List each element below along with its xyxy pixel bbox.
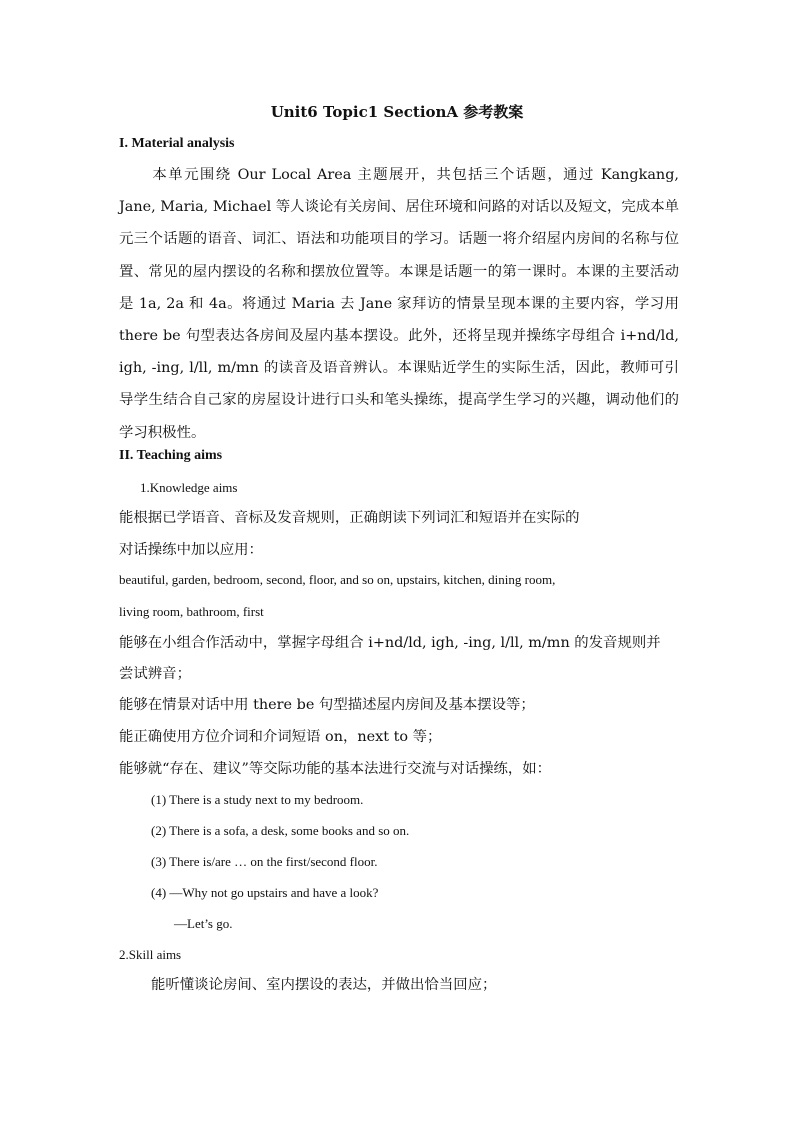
example-sentence-1: (1) There is a study next to my bedroom. — [151, 792, 364, 807]
material-analysis-text: 本单元围绕 Our Local Area 主题展开，共包括三个话题，通过 Kangkang, Jane, Maria, Michael 等人谈论有关房间、居住环境和问路的对话以及短文，完成本单元三个话题的语音、词汇、语法和功能项目的学习。话题一将介绍屋内房间的名称与位置、常见的屋内摆设的名称和摆放位置等。本课是话题一的第一课时。本课的主要活动是 1a, 2a 和 4a。将通过 Maria 去 Jane 家拜访的情景呈现本课的主要内容，学习用 there be 句型表达各房间及屋内基本摆设。此外，还将呈现并操练字母组合 i+nd/ld, igh, -ing, l/ll, m/mn 的读音及语音辨认。本课贴近学生的实际生活，因此，教师可引导学生结合自己家的房屋设计进行口头和笔头操练，提高学生学习的兴趣，调动他们的学习积极性。 — [119, 167, 679, 441]
example-sentence-3: (3) There is/are … on the first/second floor. — [151, 854, 378, 869]
example-sentence-2: (2) There is a sofa, a desk, some books and so on. — [151, 823, 410, 838]
document-title: Unit6 Topic1 SectionA 参考教案 — [270, 103, 524, 121]
section-heading-material-analysis: I. Material analysis — [119, 136, 235, 151]
example-reply: —Let’s go. — [174, 916, 233, 931]
knowledge-aims-line-2: 对话操练中加以应用： — [119, 542, 263, 558]
there-be-line: 能够在情景对话中用 there be 句型描述屋内房间及基本摆设等； — [119, 697, 535, 713]
subheading-skill-aims: 2.Skill aims — [119, 947, 182, 962]
pronunciation-line-2: 尝试辨音； — [119, 666, 191, 682]
knowledge-aims-line-1: 能根据已学语音、音标及发音规则，正确朗读下列词汇和短语并在实际的 — [119, 510, 580, 526]
section-heading-teaching-aims: II. Teaching aims — [119, 448, 223, 463]
material-analysis-paragraph — [119, 159, 679, 449]
prepositions-line: 能正确使用方位介词和介词短语 on，next to 等； — [119, 729, 442, 745]
skill-aims-line-1: 能听懂谈论房间、室内摆设的表达，并做出恰当回应； — [151, 977, 497, 993]
functions-line: 能够就“存在、建议”等交际功能的基本法进行交流与对话操练，如： — [119, 761, 552, 777]
vocabulary-line-1: beautiful, garden, bedroom, second, floor, and so on, upstairs, kitchen, dining room, — [119, 572, 556, 587]
example-sentence-4: (4) —Why not go upstairs and have a look? — [151, 885, 379, 900]
pronunciation-line-1: 能够在小组合作活动中，掌握字母组合 i+nd/ld, igh, -ing, l/ll, m/mn 的发音规则并 — [119, 635, 661, 651]
subheading-knowledge-aims: 1.Knowledge aims — [140, 480, 238, 495]
vocabulary-line-2: living room, bathroom, first — [119, 604, 264, 619]
